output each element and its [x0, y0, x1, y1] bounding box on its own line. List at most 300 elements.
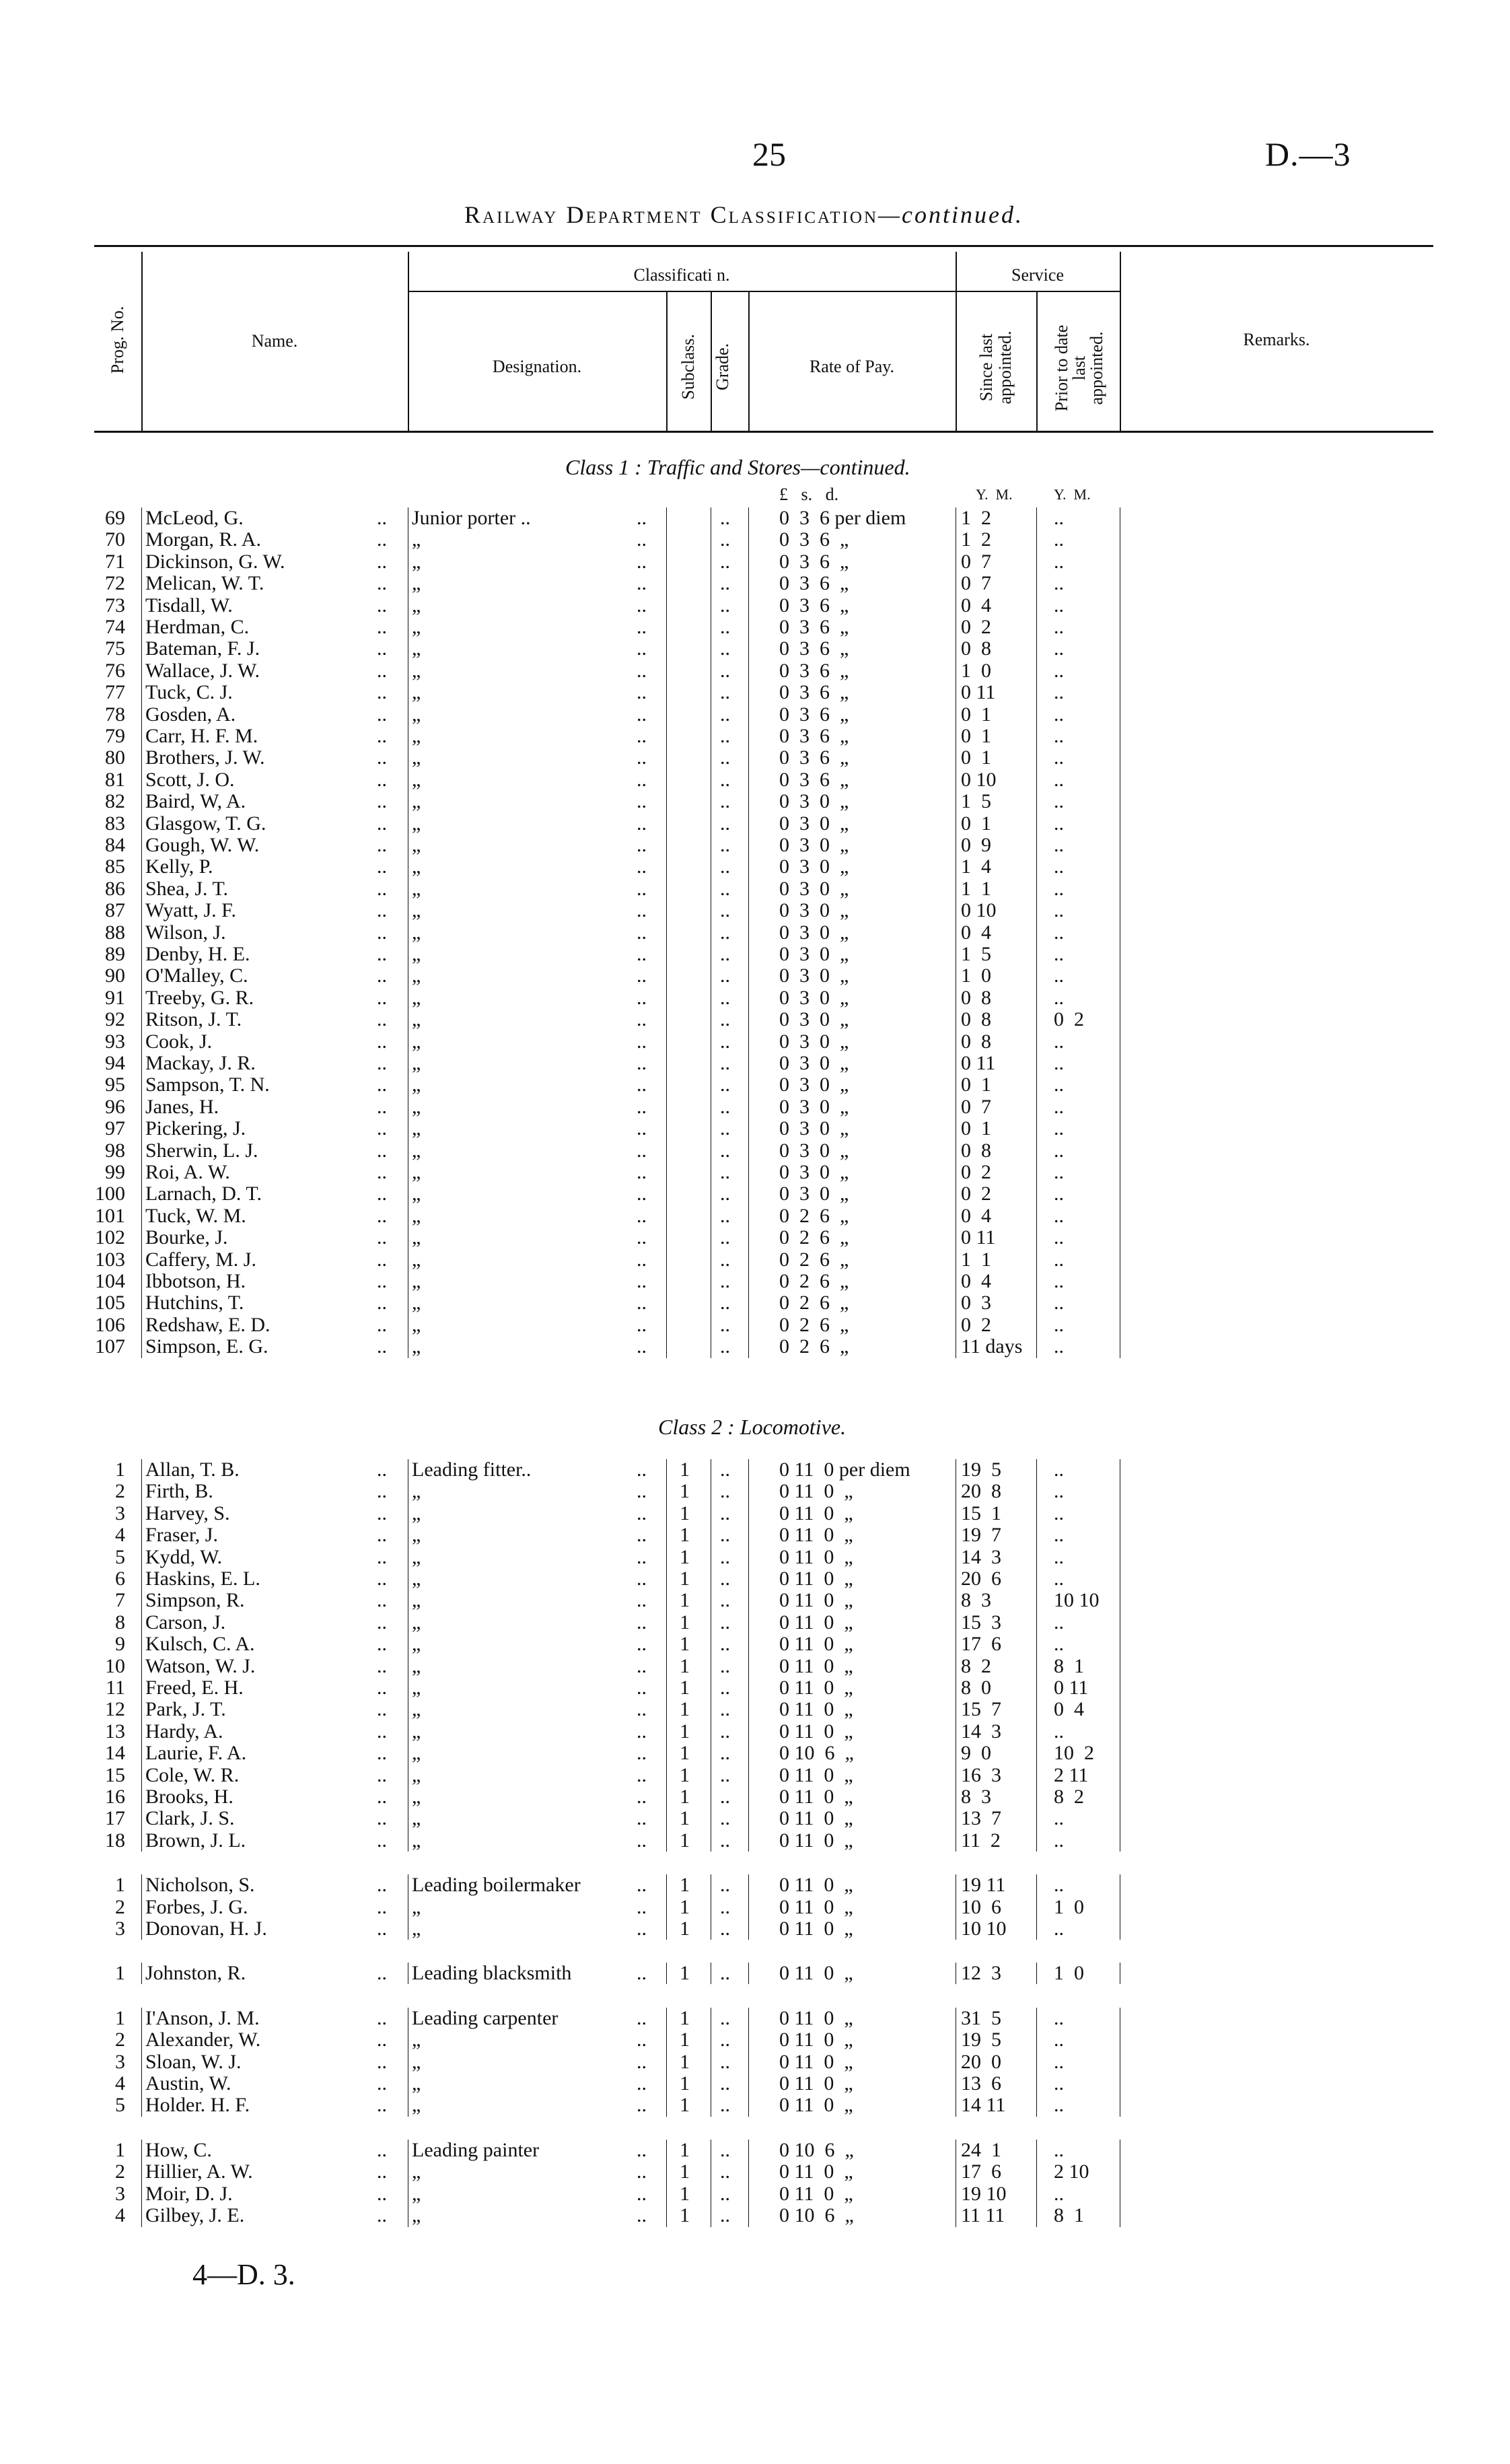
prog-no-cell: 73 — [105, 594, 125, 617]
rate-of-pay-cell: 0 3 0 „ — [779, 855, 849, 878]
leader-dots: .. — [637, 660, 647, 682]
subclass-cell: 1 — [680, 2160, 690, 2183]
name-cell: How, C. — [145, 2139, 212, 2161]
leader-dots: .. — [637, 1807, 647, 1829]
leader-dots: .. — [377, 637, 387, 660]
prior-appointed-cell: .. — [1054, 746, 1064, 769]
leader-dots: .. — [637, 1829, 647, 1852]
prog-no-cell: 3 — [115, 2183, 125, 2205]
leader-dots: .. — [637, 1962, 647, 1984]
name-cell: Cole, W. R. — [145, 1764, 240, 1786]
name-cell: Brothers, J. W. — [145, 746, 265, 769]
name-cell: Freed, E. H. — [145, 1677, 244, 1699]
leader-dots: .. — [637, 834, 647, 856]
unit-ym-prior: Y. M. — [1054, 486, 1091, 503]
leader-dots: .. — [377, 1502, 387, 1524]
leader-dots: .. — [637, 637, 647, 660]
prog-no-cell: 104 — [95, 1270, 125, 1292]
leader-dots: .. — [720, 1161, 730, 1183]
name-cell: Denby, H. E. — [145, 943, 250, 965]
table-row — [0, 638, 1510, 660]
prog-no-cell: 101 — [95, 1205, 125, 1227]
leader-dots: .. — [637, 899, 647, 921]
prior-appointed-cell: .. — [1054, 769, 1064, 791]
prog-no-cell: 107 — [95, 1335, 125, 1358]
leader-dots: .. — [637, 528, 647, 551]
table-row — [0, 726, 1510, 747]
rate-of-pay-cell: 0 3 0 „ — [779, 878, 849, 900]
prior-appointed-cell: .. — [1054, 899, 1064, 921]
designation-cell: „ — [412, 943, 421, 965]
leader-dots: .. — [637, 1764, 647, 1786]
since-appointed-cell: 1 1 — [961, 878, 991, 900]
since-appointed-cell: 8 3 — [961, 1589, 991, 1611]
table-row — [0, 1568, 1510, 1590]
subclass-cell: 1 — [680, 2183, 690, 2205]
table-row — [0, 2205, 1510, 2226]
header-subclass: Subclass. — [678, 334, 698, 400]
leader-dots: .. — [720, 1524, 730, 1546]
leader-dots: .. — [377, 1874, 387, 1896]
leader-dots: .. — [637, 1480, 647, 1502]
leader-dots: .. — [377, 1655, 387, 1677]
leader-dots: .. — [377, 1962, 387, 1984]
designation-cell: „ — [412, 1589, 421, 1611]
designation-cell: „ — [412, 1568, 421, 1590]
leader-dots: .. — [720, 1611, 730, 1633]
prog-no-cell: 96 — [105, 1096, 125, 1118]
prior-appointed-cell: .. — [1054, 921, 1064, 944]
rate-of-pay-cell: 0 11 0 „ — [779, 2160, 853, 2183]
leader-dots: .. — [720, 1480, 730, 1502]
rate-of-pay-cell: 0 3 6 „ — [779, 725, 849, 747]
designation-cell: „ — [412, 921, 421, 944]
column-rule — [748, 1459, 749, 1852]
rate-of-pay-cell: 0 10 6 „ — [779, 1742, 854, 1764]
designation-cell: „ — [412, 1633, 421, 1655]
leader-dots: .. — [377, 812, 387, 835]
leader-dots: .. — [720, 1568, 730, 1590]
rate-of-pay-cell: 0 11 0 „ — [779, 1917, 853, 1940]
table-row — [0, 704, 1510, 726]
column-rule — [1036, 2008, 1037, 2117]
leader-dots: .. — [377, 1786, 387, 1808]
name-cell: Roi, A. W. — [145, 1161, 230, 1183]
leader-dots: .. — [637, 855, 647, 878]
header-bottom-rule — [94, 431, 1433, 433]
table-row — [0, 507, 1510, 529]
prior-appointed-cell: .. — [1054, 1205, 1064, 1227]
rate-of-pay-cell: 0 2 6 „ — [779, 1335, 849, 1358]
prior-appointed-cell: .. — [1054, 660, 1064, 682]
since-appointed-cell: 0 8 — [961, 1139, 991, 1162]
table-row — [0, 682, 1510, 703]
prog-no-cell: 6 — [115, 1568, 125, 1590]
leader-dots: .. — [720, 1786, 730, 1808]
prog-no-cell: 9 — [115, 1633, 125, 1655]
column-rule — [1036, 1874, 1037, 1940]
prior-appointed-cell: .. — [1054, 1030, 1064, 1053]
prior-appointed-cell: .. — [1054, 1183, 1064, 1205]
prior-appointed-cell: .. — [1054, 2139, 1064, 2161]
header-classification: Classificati n. — [633, 265, 730, 285]
prog-no-cell: 82 — [105, 790, 125, 812]
rate-of-pay-cell: 0 3 6 „ — [779, 660, 849, 682]
table-row — [0, 617, 1510, 638]
leader-dots: .. — [720, 1874, 730, 1896]
rate-of-pay-cell: 0 11 0 „ — [779, 1568, 853, 1590]
leader-dots: .. — [720, 1270, 730, 1292]
leader-dots: .. — [377, 2072, 387, 2095]
leader-dots: .. — [377, 594, 387, 617]
since-appointed-cell: 1 0 — [961, 964, 991, 987]
prior-appointed-cell: .. — [1054, 834, 1064, 856]
designation-cell: „ — [412, 1052, 421, 1074]
leader-dots: .. — [377, 1226, 387, 1248]
prog-no-cell: 88 — [105, 921, 125, 944]
prior-appointed-cell: 8 1 — [1054, 2204, 1084, 2226]
prior-appointed-cell: .. — [1054, 2029, 1064, 2051]
designation-cell: „ — [412, 964, 421, 987]
since-appointed-cell: 0 8 — [961, 1030, 991, 1053]
table-row — [0, 1633, 1510, 1655]
prog-no-cell: 16 — [105, 1786, 125, 1808]
name-cell: Watson, W. J. — [145, 1655, 256, 1677]
rate-of-pay-cell: 0 11 0 „ — [779, 2072, 853, 2095]
designation-cell: „ — [412, 616, 421, 638]
table-row — [0, 769, 1510, 791]
class1-table — [0, 507, 1510, 1369]
designation-cell: „ — [412, 1270, 421, 1292]
since-appointed-cell: 11 days — [961, 1335, 1023, 1358]
since-appointed-cell: 11 2 — [961, 1829, 1001, 1852]
name-cell: Gosden, A. — [145, 703, 236, 726]
table-row — [0, 944, 1510, 965]
since-appointed-cell: 0 10 — [961, 899, 997, 921]
since-appointed-cell: 17 6 — [961, 1633, 1001, 1655]
leader-dots: .. — [377, 1677, 387, 1699]
name-cell: Janes, H. — [145, 1096, 219, 1118]
name-cell: Sloan, W. J. — [145, 2051, 242, 2073]
rate-of-pay-cell: 0 2 6 „ — [779, 1205, 849, 1227]
table-row — [0, 1590, 1510, 1611]
title-continued: —continued. — [878, 201, 1023, 228]
designation-cell: „ — [412, 834, 421, 856]
prog-no-cell: 71 — [105, 551, 125, 573]
prior-appointed-cell: .. — [1054, 1052, 1064, 1074]
subclass-cell: 1 — [680, 1589, 690, 1611]
leader-dots: .. — [637, 594, 647, 617]
prog-no-cell: 80 — [105, 746, 125, 769]
name-cell: Hardy, A. — [145, 1720, 223, 1743]
leader-dots: .. — [637, 1008, 647, 1030]
rate-of-pay-cell: 0 11 0 „ — [779, 1720, 853, 1743]
since-appointed-cell: 0 11 — [961, 1052, 996, 1074]
leader-dots: .. — [637, 769, 647, 791]
leader-dots: .. — [377, 1270, 387, 1292]
table-row — [0, 2073, 1510, 2095]
name-cell: Kulsch, C. A. — [145, 1633, 255, 1655]
prog-no-cell: 69 — [105, 507, 125, 529]
since-appointed-cell: 0 11 — [961, 681, 996, 703]
subclass-cell: 1 — [680, 2072, 690, 2095]
name-cell: Park, J. T. — [145, 1698, 226, 1720]
leader-dots: .. — [377, 1896, 387, 1918]
rate-of-pay-cell: 0 3 6 „ — [779, 528, 849, 551]
leader-dots: .. — [637, 1502, 647, 1524]
designation-cell: „ — [412, 855, 421, 878]
leader-dots: .. — [377, 834, 387, 856]
designation-cell: „ — [412, 1096, 421, 1118]
leader-dots: .. — [720, 812, 730, 835]
prog-no-cell: 8 — [115, 1611, 125, 1633]
leader-dots: .. — [377, 660, 387, 682]
prog-no-cell: 17 — [105, 1807, 125, 1829]
subclass-cell: 1 — [680, 1677, 690, 1699]
prior-appointed-cell: .. — [1054, 1807, 1064, 1829]
leader-dots: .. — [637, 1917, 647, 1940]
leader-dots: .. — [637, 1568, 647, 1590]
prog-no-cell: 74 — [105, 616, 125, 638]
subclass-cell: 1 — [680, 1698, 690, 1720]
leader-dots: .. — [720, 855, 730, 878]
leader-dots: .. — [720, 1183, 730, 1205]
designation-cell: „ — [412, 637, 421, 660]
leader-dots: .. — [720, 878, 730, 900]
subclass-cell: 1 — [680, 1962, 690, 1984]
prog-no-cell: 5 — [115, 1546, 125, 1568]
designation-cell: „ — [412, 746, 421, 769]
leader-dots: .. — [637, 1073, 647, 1096]
designation-cell: „ — [412, 878, 421, 900]
column-rule — [748, 1963, 749, 1984]
designation-cell: Leading boilermaker — [412, 1874, 581, 1896]
prog-no-cell: 90 — [105, 964, 125, 987]
designation-cell: „ — [412, 790, 421, 812]
name-cell: Hutchins, T. — [145, 1292, 244, 1314]
rate-of-pay-cell: 0 2 6 „ — [779, 1226, 849, 1248]
prior-appointed-cell: .. — [1054, 1248, 1064, 1271]
leader-dots: .. — [720, 1096, 730, 1118]
prog-no-cell: 94 — [105, 1052, 125, 1074]
leader-dots: .. — [637, 703, 647, 726]
designation-cell: „ — [412, 1655, 421, 1677]
leader-dots: .. — [720, 2160, 730, 2183]
designation-cell: „ — [412, 1183, 421, 1205]
rate-of-pay-cell: 0 11 0 „ — [779, 1546, 853, 1568]
column-rule — [1036, 1459, 1037, 1852]
rate-of-pay-cell: 0 3 6 „ — [779, 703, 849, 726]
leader-dots: .. — [637, 746, 647, 769]
subclass-cell: 1 — [680, 1807, 690, 1829]
leader-dots: .. — [377, 987, 387, 1009]
leader-dots: .. — [720, 2051, 730, 2073]
leader-dots: .. — [637, 2160, 647, 2183]
prior-appointed-cell: 1 0 — [1054, 1896, 1084, 1918]
since-appointed-cell: 0 2 — [961, 616, 991, 638]
column-rule — [1036, 1963, 1037, 1984]
prior-appointed-cell: .. — [1054, 1502, 1064, 1524]
table-row — [0, 987, 1510, 1009]
prog-no-cell: 5 — [115, 2094, 125, 2116]
name-cell: Carr, H. F. M. — [145, 725, 258, 747]
leader-dots: .. — [637, 2072, 647, 2095]
rate-of-pay-cell: 0 3 6 „ — [779, 616, 849, 638]
since-appointed-cell: 19 10 — [961, 2183, 1007, 2205]
table-row — [0, 2008, 1510, 2029]
rate-of-pay-cell: 0 3 0 „ — [779, 1183, 849, 1205]
leader-dots: .. — [377, 551, 387, 573]
designation-cell: Leading carpenter — [412, 2007, 559, 2029]
rate-of-pay-cell: 0 2 6 „ — [779, 1314, 849, 1336]
prior-appointed-cell: .. — [1054, 987, 1064, 1009]
leader-dots: .. — [377, 1764, 387, 1786]
prior-appointed-cell: .. — [1054, 703, 1064, 726]
prior-appointed-cell: .. — [1054, 1633, 1064, 1655]
column-rule — [1036, 2140, 1037, 2227]
rate-of-pay-cell: 0 2 6 „ — [779, 1292, 849, 1314]
name-cell: Haskins, E. L. — [145, 1568, 260, 1590]
column-rule — [666, 2140, 667, 2227]
column-rule — [141, 1963, 142, 1984]
leader-dots: .. — [377, 746, 387, 769]
rate-of-pay-cell: 0 11 0 „ — [779, 1633, 853, 1655]
name-cell: Glasgow, T. G. — [145, 812, 266, 835]
designation-cell: „ — [412, 2204, 421, 2226]
rate-of-pay-cell: 0 11 0 „ — [779, 2094, 853, 2116]
rate-of-pay-cell: 0 10 6 „ — [779, 2139, 854, 2161]
designation-cell: „ — [412, 1226, 421, 1248]
header-divider — [666, 291, 668, 431]
table-row — [0, 1031, 1510, 1053]
name-cell: Ibbotson, H. — [145, 1270, 246, 1292]
table-row — [0, 2161, 1510, 2183]
name-cell: Simpson, E. G. — [145, 1335, 268, 1358]
leader-dots: .. — [720, 1807, 730, 1829]
since-appointed-cell: 20 8 — [961, 1480, 1001, 1502]
header-prog-no: Prog. No. — [108, 306, 127, 374]
table-row — [0, 1227, 1510, 1248]
rate-of-pay-cell: 0 11 0 „ — [779, 1896, 853, 1918]
designation-cell: „ — [412, 1896, 421, 1918]
leader-dots: .. — [720, 551, 730, 573]
header-since-last-appointed — [977, 314, 1015, 421]
since-appointed-cell: 0 9 — [961, 834, 991, 856]
rate-of-pay-cell: 0 2 6 „ — [779, 1270, 849, 1292]
table-row — [0, 1656, 1510, 1677]
designation-cell: „ — [412, 987, 421, 1009]
leader-dots: .. — [637, 1314, 647, 1336]
name-cell: Herdman, C. — [145, 616, 250, 638]
prog-no-cell: 4 — [115, 2072, 125, 2095]
leader-dots: .. — [377, 790, 387, 812]
prior-appointed-cell: .. — [1054, 1611, 1064, 1633]
name-cell: Sherwin, L. J. — [145, 1139, 258, 1162]
leader-dots: .. — [637, 1546, 647, 1568]
since-appointed-cell: 10 10 — [961, 1917, 1007, 1940]
table-row — [0, 1271, 1510, 1292]
designation-cell: „ — [412, 2072, 421, 2095]
name-cell: Wilson, J. — [145, 921, 226, 944]
leader-dots: .. — [720, 987, 730, 1009]
rate-of-pay-cell: 0 11 0 „ — [779, 1962, 853, 1984]
prog-no-cell: 1 — [115, 2007, 125, 2029]
leader-dots: .. — [637, 2183, 647, 2205]
leader-dots: .. — [637, 1698, 647, 1720]
table-row — [0, 1547, 1510, 1568]
leader-dots: .. — [720, 746, 730, 769]
prog-no-cell: 93 — [105, 1030, 125, 1053]
leader-dots: .. — [720, 1139, 730, 1162]
since-appointed-cell: 20 6 — [961, 1568, 1001, 1590]
prior-appointed-cell: .. — [1054, 637, 1064, 660]
since-appointed-cell: 0 1 — [961, 725, 991, 747]
rate-of-pay-cell: 0 3 6 „ — [779, 594, 849, 617]
name-cell: McLeod, G. — [145, 507, 244, 529]
column-rule — [666, 507, 667, 1358]
leader-dots: .. — [377, 1073, 387, 1096]
leader-dots: .. — [637, 2051, 647, 2073]
prior-appointed-cell: .. — [1054, 790, 1064, 812]
name-cell: Sampson, T. N. — [145, 1073, 270, 1096]
prior-appointed-cell: 2 10 — [1054, 2160, 1089, 2183]
designation-cell: „ — [412, 703, 421, 726]
leader-dots: .. — [637, 2204, 647, 2226]
designation-cell: „ — [412, 1117, 421, 1139]
since-appointed-cell: 8 2 — [961, 1655, 991, 1677]
column-rule — [666, 2008, 667, 2117]
table-row — [0, 1743, 1510, 1764]
designation-cell: „ — [412, 1677, 421, 1699]
table-row — [0, 2183, 1510, 2205]
column-rule — [1036, 507, 1037, 1358]
prior-appointed-cell: .. — [1054, 1546, 1064, 1568]
leader-dots: .. — [377, 2139, 387, 2161]
since-appointed-cell: 1 4 — [961, 855, 991, 878]
leader-dots: .. — [637, 1677, 647, 1699]
rate-of-pay-cell: 0 11 0 „ — [779, 1874, 853, 1896]
leader-dots: .. — [720, 1896, 730, 1918]
subclass-cell: 1 — [680, 1546, 690, 1568]
leader-dots: .. — [720, 1117, 730, 1139]
leader-dots: .. — [377, 1611, 387, 1633]
since-appointed-cell: 0 7 — [961, 1096, 991, 1118]
designation-cell: „ — [412, 1720, 421, 1743]
prog-no-cell: 87 — [105, 899, 125, 921]
leader-dots: .. — [377, 964, 387, 987]
table-row — [0, 1249, 1510, 1271]
leader-dots: .. — [720, 1226, 730, 1248]
table-row — [0, 878, 1510, 900]
designation-cell: „ — [412, 1502, 421, 1524]
leader-dots: .. — [720, 572, 730, 594]
leader-dots: .. — [637, 2007, 647, 2029]
page-title — [464, 201, 1023, 229]
table-row — [0, 1481, 1510, 1502]
designation-cell: „ — [412, 2051, 421, 2073]
name-cell: Harvey, S. — [145, 1502, 230, 1524]
designation-cell: „ — [412, 2160, 421, 2183]
prog-no-cell: 95 — [105, 1073, 125, 1096]
rate-of-pay-cell: 0 11 0 per diem — [779, 1458, 910, 1481]
rate-of-pay-cell: 0 11 0 „ — [779, 2183, 853, 2205]
prior-appointed-cell: 8 1 — [1054, 1655, 1084, 1677]
leader-dots: .. — [637, 1611, 647, 1633]
prior-appointed-cell: .. — [1054, 1096, 1064, 1118]
leader-dots: .. — [720, 1073, 730, 1096]
prog-no-cell: 1 — [115, 1458, 125, 1481]
header-top-rule — [94, 245, 1433, 247]
